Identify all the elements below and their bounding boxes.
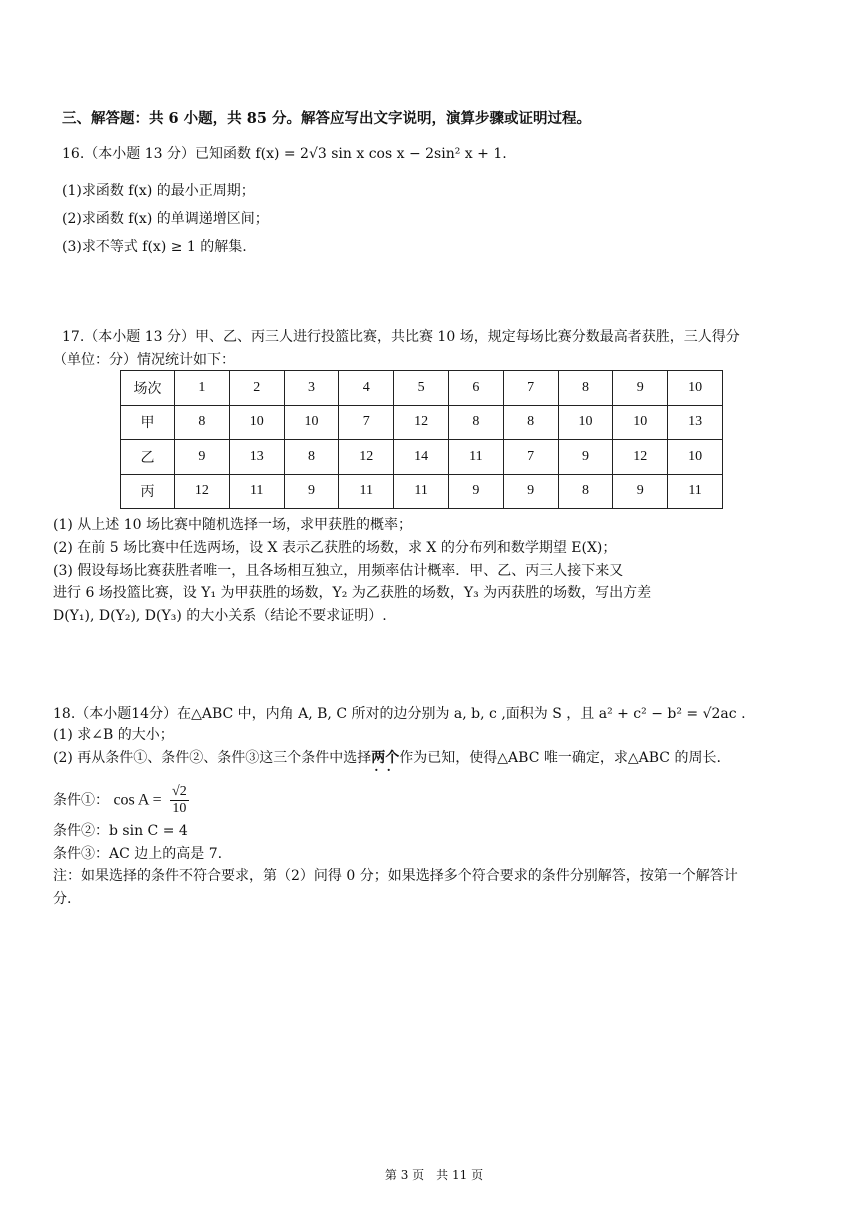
- table-cell: 3: [284, 371, 339, 406]
- table-cell: 8: [284, 440, 339, 475]
- row-label: 丙: [121, 474, 175, 509]
- table-row: [121, 474, 723, 509]
- q18-part-2-emphasis: 两个 · ·: [371, 750, 399, 766]
- table-row: [121, 440, 723, 475]
- table-cell: 9: [284, 474, 339, 509]
- table-cell: 14: [394, 440, 449, 475]
- table-cell: 1: [175, 371, 230, 406]
- q18-note-line2: 分.: [53, 891, 72, 907]
- q17-part-3-cont: 进行 6 场投篮比赛，设 Y₁ 为甲获胜的场数，Y₂ 为乙获胜的场数，Y₃ 为丙获胜的场数，写出方差: [53, 585, 652, 601]
- row-label: 甲: [121, 405, 175, 440]
- table-cell: 12: [175, 474, 230, 509]
- q18-part-1: (1) 求∠B 的大小；: [53, 727, 174, 743]
- q18-stem: 18.（本小题14分）在△ABC 中，内角 A, B, C 所对的边分别为 a, b, c ,面积为 S ，且 a² + c² − b² = √2ac .: [53, 706, 746, 722]
- table-cell: 7: [503, 371, 558, 406]
- table-cell: 9: [448, 474, 503, 509]
- table-cell: 9: [558, 440, 613, 475]
- table-cell: 8: [448, 405, 503, 440]
- q16-stem: 16.（本小题 13 分）已知函数 f(x) = 2√3 sin x cos x − 2sin² x + 1.: [62, 146, 507, 162]
- table-cell: 4: [339, 371, 394, 406]
- table-header-label: 场次: [121, 371, 175, 406]
- table-cell: 11: [448, 440, 503, 475]
- table-cell: 7: [339, 405, 394, 440]
- table-cell: 10: [613, 405, 668, 440]
- table-cell: 9: [613, 474, 668, 509]
- table-cell: 10: [229, 405, 284, 440]
- table-cell: 13: [229, 440, 284, 475]
- table-cell: 9: [503, 474, 558, 509]
- q18-note-line1: 注：如果选择的条件不符合要求，第（2）问得 0 分；如果选择多个符合要求的条件分别解答，按第一个解答计: [53, 868, 738, 884]
- table-cell: 11: [339, 474, 394, 509]
- q16-part-2: (2)求函数 f(x) 的单调递增区间；: [62, 211, 269, 227]
- table-cell: 10: [558, 405, 613, 440]
- q17-stem-line2: （单位：分）情况统计如下：: [53, 352, 235, 368]
- table-cell: 12: [394, 405, 449, 440]
- table-cell: 12: [613, 440, 668, 475]
- q16-part-1: (1)求函数 f(x) 的最小正周期；: [62, 183, 255, 199]
- q17-stem-line1: 17.（本小题 13 分）甲、乙、丙三人进行投篮比赛，共比赛 10 场，规定每场比赛分数最高者获胜，三人得分: [62, 329, 740, 345]
- table-cell: 10: [668, 440, 723, 475]
- table-cell: 11: [668, 474, 723, 509]
- page-footer: 第 3 页 共 11 页: [384, 1168, 484, 1182]
- table-cell: 2: [229, 371, 284, 406]
- fraction-numerator: √2: [172, 784, 187, 799]
- condition-1-fraction: [170, 784, 189, 817]
- table-row: [121, 371, 723, 406]
- table-cell: 12: [339, 440, 394, 475]
- table-cell: 11: [229, 474, 284, 509]
- fraction-denominator: 10: [172, 801, 187, 816]
- q17-part-3: (3) 假设每场比赛获胜者唯一，且各场相互独立，用频率估计概率．甲、乙、丙三人接下来又: [53, 563, 624, 579]
- q17-part-2: (2) 在前 5 场比赛中任选两场，设 X 表示乙获胜的场数，求 X 的分布列和数学期望 E(X)；: [53, 540, 617, 556]
- table-row: [121, 405, 723, 440]
- table-cell: 13: [668, 405, 723, 440]
- table-cell: 6: [448, 371, 503, 406]
- q16-part-3: (3)求不等式 f(x) ≥ 1 的解集.: [62, 239, 247, 255]
- table-cell: 8: [503, 405, 558, 440]
- table-cell: 8: [558, 371, 613, 406]
- q18-part-2-after: 作为已知，使得△ABC 唯一确定，求△ABC 的周长.: [399, 750, 721, 766]
- q17-part-3-end: D(Y₁), D(Y₂), D(Y₃) 的大小关系（结论不要求证明）.: [53, 608, 387, 624]
- table-cell: 5: [394, 371, 449, 406]
- table-cell: 10: [284, 405, 339, 440]
- table-cell: 7: [503, 440, 558, 475]
- q18-condition-2: 条件②：b sin C = 4: [53, 823, 188, 839]
- q18-condition-1: [53, 784, 189, 817]
- condition-1-lhs: cos A =: [113, 791, 162, 809]
- table-cell: 8: [175, 405, 230, 440]
- table-cell: 9: [613, 371, 668, 406]
- table-cell: 10: [668, 371, 723, 406]
- table-cell: 9: [175, 440, 230, 475]
- q18-condition-3: 条件③：AC 边上的高是 7.: [53, 846, 223, 862]
- condition-1-label: 条件①：: [53, 792, 109, 809]
- score-table: [120, 370, 723, 509]
- q17-part-1: (1) 从上述 10 场比赛中随机选择一场，求甲获胜的概率；: [53, 517, 412, 533]
- row-label: 乙: [121, 440, 175, 475]
- section-title: 三、解答题：共 6 小题，共 85 分。解答应写出文字说明，演算步骤或证明过程。: [62, 110, 591, 127]
- table-cell: 11: [394, 474, 449, 509]
- q18-part-2: [53, 747, 721, 767]
- q18-part-2-before: (2) 再从条件①、条件②、条件③这三个条件中选择: [53, 750, 372, 766]
- table-cell: 8: [558, 474, 613, 509]
